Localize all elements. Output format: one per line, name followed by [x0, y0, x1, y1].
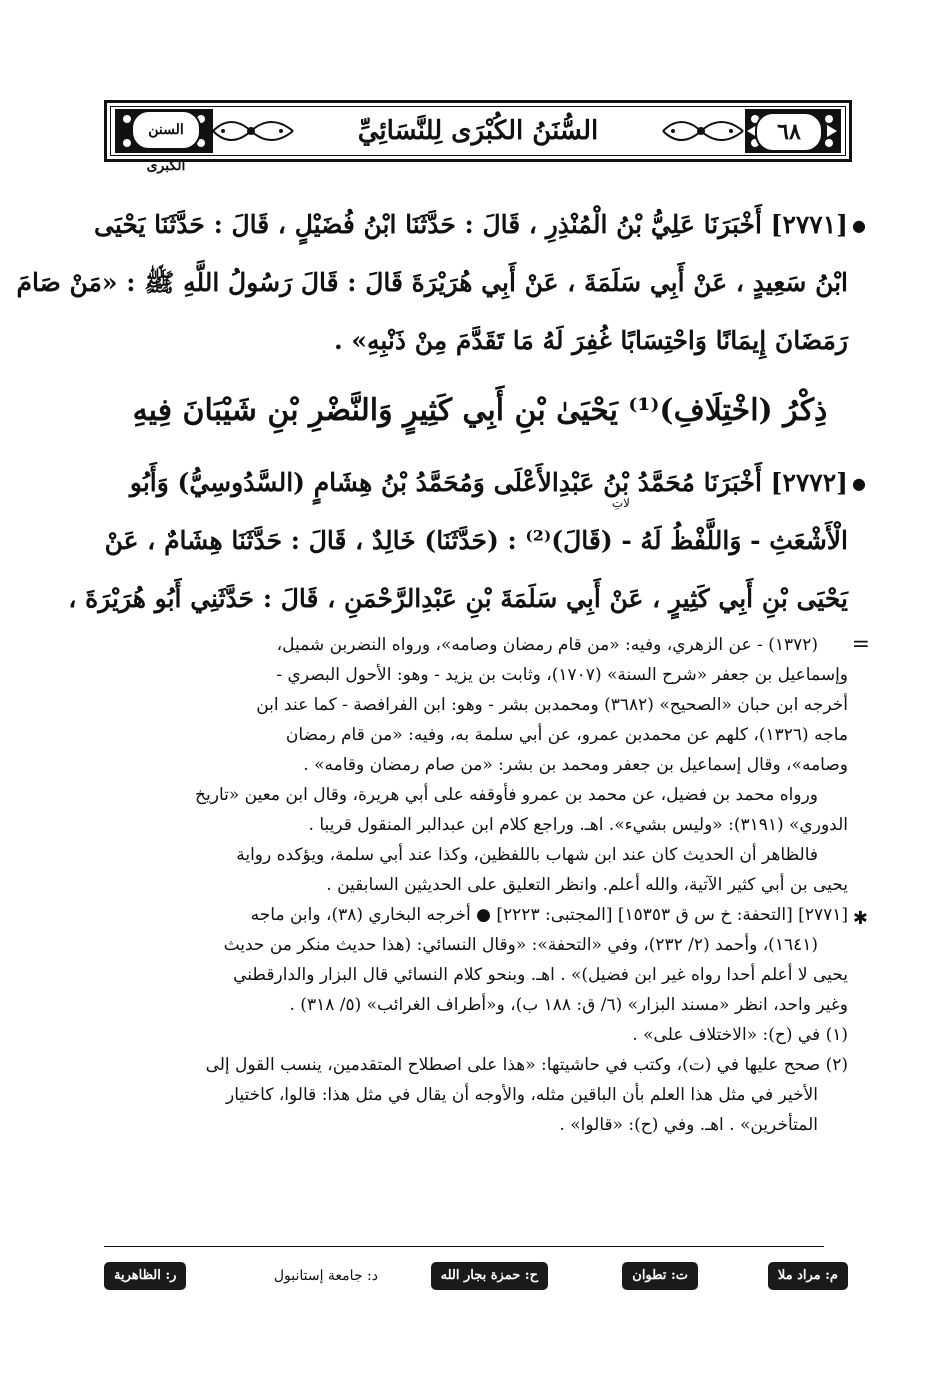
footnote-line: أخرجه ابن حبان «الصحيح» (٣٦٨٢) ومحمدبن بشر - وهو: ابن الفرافصة - كما عند ابن — [256, 695, 848, 715]
footnote-line: ماجه (١٣٢٦)، كلهم عن محمدبن عمرو، عن أبي سلمة به، وفيه: «من قام رمضان — [285, 725, 848, 745]
footnotes — [110, 630, 870, 1140]
footnote-line: وغير واحد، انظر «مسند البزار» (٦/ ق: ١٨٨ ب)، و«أطراف الغرائب» (٥/ ٣١٨) . — [289, 995, 848, 1015]
siglum-h: ح: حمزة بجار الله — [431, 1262, 548, 1290]
footnote-1: (١) في (ح): «الاختلاف على» . — [632, 1025, 848, 1045]
footnote-2-line: (٢) صحح عليها في (ت)، وكتب في حاشيتها: «هذا على اصطلاح المتقدمين، ينسب القول إلى — [205, 1055, 848, 1075]
margin-note: لاتِ — [611, 496, 630, 510]
footnote-2-line: الأخير في مثل هذا العلم بأن الباقين مثله، والأوجه أن يقال في مثل هذا: قالوا، كاختيار — [225, 1085, 818, 1105]
footnote-line: ورواه محمد بن فضيل، عن محمد بن عمرو فأوقفه على أبي هريرة، وقال ابن معين «تاريخ — [195, 785, 818, 805]
footnote-line: (١٦٤١)، وأحمد (٢/ ٢٣٢)، وفي «التحفة»: «وقال النسائي: (هذا حديث منكر من حديث — [223, 935, 818, 955]
footnote-line: يحيى بن أبي كثير الآتية، والله أعلم. وانظر التعليق على الحديثين السابقين . — [326, 875, 848, 895]
footnote-line: وصامه»، وقال إسماعيل بن جعفر ومحمد بن بشر: «من صام رمضان وقامه» . — [303, 755, 848, 775]
bullet-icon: ● — [852, 216, 866, 235]
siglum-d: د: جامعة إستانبول — [273, 1268, 378, 1284]
continuation-marker: = — [851, 632, 870, 657]
section-heading: ذِكْرُ (اخْتِلَافِ)⁽¹⁾ يَحْيَىٰ بْنِ أَبِي كَثِيرٍ وَالنَّضْرِ بْنِ شَيْبَانَ فِيهِ — [132, 393, 828, 428]
footnote-line: الدوري» (٣١٩١): «وليس بشيء». اهـ. وراجع كلام ابن عبدالبر المنقول قريبا . — [308, 815, 848, 835]
book-title: السُّنَنُ الكُبْرَى لِلنَّسَائِيِّ — [357, 116, 599, 146]
footnote-line: وإسماعيل بن جعفر «شرح السنة» (١٧٠٧)، وثابت بن يزيد - وهو: الأحول البصري - — [276, 665, 848, 685]
text-line: [٢٧٧١] أَخْبَرَنَا عَلِيُّ بْنُ الْمُنْذِرِ ، قَالَ : حَدَّثَنَا ابْنُ فُضَيْلٍ ، قَالَ : حَدَّثَنَا يَحْيَى — [93, 210, 848, 239]
footer-rule — [104, 1246, 824, 1247]
page-header — [104, 100, 852, 174]
siglum-m: م: مراد ملا — [768, 1262, 848, 1290]
footnote-line: يحيى لا أعلم أحدا رواه غير ابن فضيل)» . اهـ. وبنحو كلام النسائي قال البزار والدارقطني — [233, 965, 848, 985]
ornament-band-right-icon — [661, 109, 745, 153]
siglum-r: ر: الظاهرية — [104, 1262, 186, 1290]
footnote-line: (١٣٧٢) - عن الزهري، وفيه: «من قام رمضان وصامه»، ورواه النضربن شميل، — [276, 635, 818, 655]
text-line: يَحْيَى بْنِ أَبِي كَثِيرٍ ، عَنْ أَبِي سَلَمَةَ بْنِ عَبْدِالرَّحْمَنِ ، قَالَ : حَدَّثَنِي أَبُو هُرَيْرَةَ ، — [68, 584, 848, 613]
bullet-icon: ● — [852, 474, 866, 493]
manuscript-sigla-bar — [104, 1262, 848, 1292]
siglum-t: ت: تطوان — [622, 1262, 698, 1290]
star-icon: ✱ — [852, 908, 868, 929]
ornament-band-left-icon — [211, 109, 295, 153]
footnote-line: [٢٧٧١] [التحفة: خ س ق ١٥٣٥٣] [المجتبى: ٢٢٢٣] ● أخرجه البخاري (٣٨)، وابن ماجه — [250, 905, 848, 925]
footnote-line: فالظاهر أن الحديث كان عند ابن شهاب باللفظين، وكذا عند أبي سلمة، ويؤكده رواية — [236, 845, 818, 865]
text-line: ابْنُ سَعِيدٍ ، عَنْ أَبِي سَلَمَةَ ، عَنْ أَبِي هُرَيْرَةَ قَالَ : قَالَ رَسُولُ اللَّهِ ﷺ : «مَنْ صَامَ — [16, 268, 848, 297]
text-line: [٢٧٧٢] أَخْبَرَنَا مُحَمَّدُ بْنُ عَبْدِالأَعْلَى وَمُحَمَّدُ بْنُ هِشَامٍ (السَّدُوسِيُّ) وَأَبُو — [129, 468, 848, 497]
text-line: رَمَضَانَ إِيمَانًا وَاحْتِسَابًا غُفِرَ لَهُ مَا تَقَدَّمَ مِنْ ذَنْبِهِ» . — [333, 326, 848, 355]
text-line: الْأَشْعَثِ - وَاللَّفْظُ لَهُ - (قَالَ)⁽²⁾ : (حَدَّثَنَا) خَالِدٌ ، قَالَ : حَدَّثَنَا هِشَامٌ ، عَنْ — [104, 526, 848, 555]
page-number: ٦٨ — [755, 112, 823, 152]
book-logo: السنن الكبرى — [131, 110, 201, 150]
footnote-2-line: المتأخرين» . اهـ. وفي (ح): «قالوا» . — [559, 1115, 818, 1135]
